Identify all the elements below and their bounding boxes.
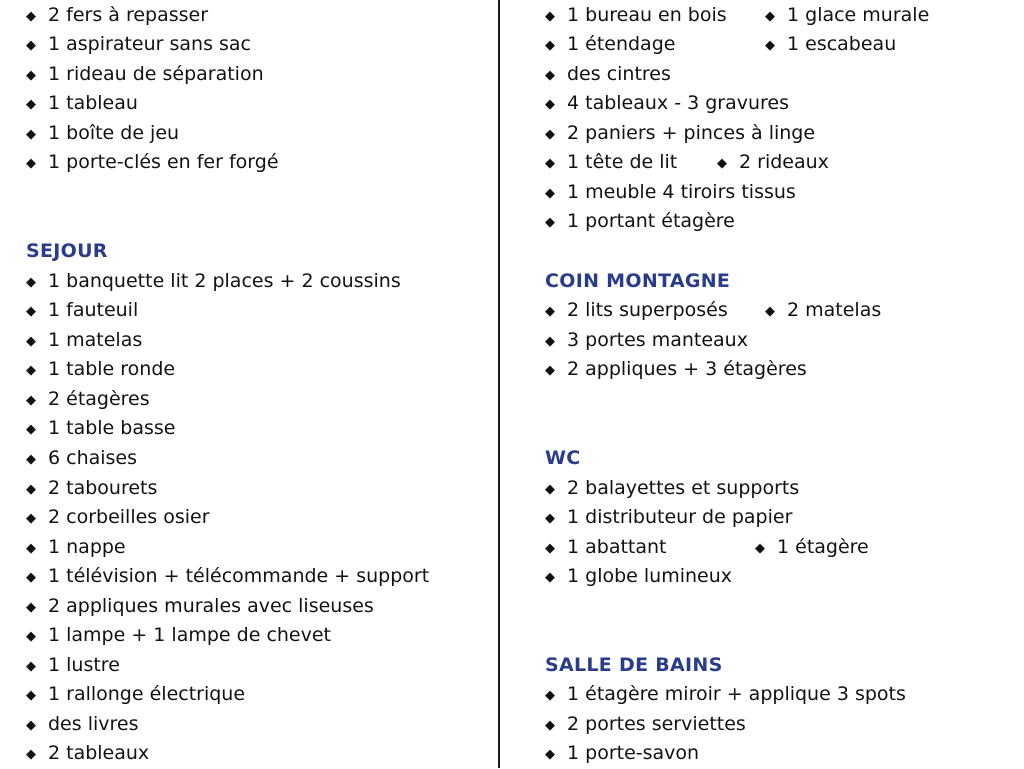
- list-item: ◆ 1 étendage ◆ 1 escabeau: [545, 30, 896, 59]
- bullet-icon: ◆: [26, 570, 36, 585]
- bullet-icon: ◆: [545, 511, 555, 526]
- bullet-icon: ◆: [26, 422, 36, 437]
- bullet-icon: ◆: [545, 68, 555, 83]
- list-item: ◆ 2 fers à repasser: [26, 1, 208, 30]
- bullet-icon: ◆: [26, 304, 36, 319]
- bullet-icon: ◆: [545, 570, 555, 585]
- list-item: ◆ 1 boîte de jeu: [26, 119, 179, 148]
- bullet-icon: ◆: [545, 186, 555, 201]
- list-item: ◆ 2 portes serviettes: [545, 710, 746, 739]
- bullet-icon: ◆: [545, 541, 555, 556]
- list-item: ◆ 2 appliques + 3 étagères: [545, 355, 807, 384]
- column-divider: [498, 0, 500, 768]
- list-item: ◆ 1 tableau: [26, 89, 138, 118]
- list-item: ◆ 2 tabourets: [26, 474, 157, 503]
- list-item: ◆ 1 télévision + télécommande + support: [26, 562, 429, 591]
- list-item: ◆ 1 distributeur de papier: [545, 503, 792, 532]
- bullet-icon: ◆: [26, 156, 36, 171]
- bullet-icon: ◆: [26, 275, 36, 290]
- bullet-icon: ◆: [26, 747, 36, 762]
- bullet-icon: ◆: [26, 38, 36, 53]
- list-item: ◆ 1 étagère miroir + applique 3 spots: [545, 680, 906, 709]
- bullet-icon: ◆: [26, 68, 36, 83]
- bullet-icon: ◆: [765, 9, 775, 24]
- list-item: ◆ 1 bureau en bois ◆ 1 glace murale: [545, 1, 929, 30]
- bullet-icon: ◆: [26, 629, 36, 644]
- bullet-icon: ◆: [545, 482, 555, 497]
- bullet-icon: ◆: [26, 718, 36, 733]
- bullet-icon: ◆: [545, 747, 555, 762]
- bullet-icon: ◆: [545, 334, 555, 349]
- list-item: ◆ 2 paniers + pinces à linge: [545, 119, 815, 148]
- list-item: ◆ 4 tableaux - 3 gravures: [545, 89, 789, 118]
- list-item: ◆ 1 lustre: [26, 651, 120, 680]
- bullet-icon: ◆: [26, 452, 36, 467]
- list-item: ◆ 1 aspirateur sans sac: [26, 30, 251, 59]
- list-item: ◆ 1 porte-clés en fer forgé: [26, 148, 279, 177]
- bullet-icon: ◆: [26, 511, 36, 526]
- bullet-icon: ◆: [545, 156, 555, 171]
- list-item: ◆ 1 banquette lit 2 places + 2 coussins: [26, 267, 401, 296]
- bullet-icon: ◆: [26, 127, 36, 142]
- bullet-icon: ◆: [717, 156, 727, 171]
- list-item: ◆ 1 nappe: [26, 533, 126, 562]
- list-item: ◆ 2 lits superposés ◆ 2 matelas: [545, 296, 881, 325]
- list-item: ◆ 3 portes manteaux: [545, 326, 748, 355]
- bullet-icon: ◆: [545, 9, 555, 24]
- list-item: ◆ 1 porte-savon: [545, 739, 699, 768]
- bullet-icon: ◆: [545, 688, 555, 703]
- list-item: ◆ 1 abattant ◆ 1 étagère: [545, 533, 869, 562]
- bullet-icon: ◆: [26, 659, 36, 674]
- bullet-icon: ◆: [26, 600, 36, 615]
- section-heading-coin-montagne: COIN MONTAGNE: [545, 270, 731, 292]
- list-item: ◆ 2 tableaux: [26, 739, 149, 768]
- list-item: ◆ 1 table ronde: [26, 355, 175, 384]
- bullet-icon: ◆: [26, 688, 36, 703]
- section-heading-sejour: SEJOUR: [26, 240, 108, 262]
- bullet-icon: ◆: [545, 363, 555, 378]
- list-item: ◆ 1 tête de lit ◆ 2 rideaux: [545, 148, 829, 177]
- list-item: ◆ 1 matelas: [26, 326, 142, 355]
- list-item: ◆ 1 lampe + 1 lampe de chevet: [26, 621, 331, 650]
- list-item: ◆ 1 globe lumineux: [545, 562, 732, 591]
- bullet-icon: ◆: [765, 38, 775, 53]
- bullet-icon: ◆: [26, 334, 36, 349]
- list-item: ◆ 1 rideau de séparation: [26, 60, 264, 89]
- bullet-icon: ◆: [545, 718, 555, 733]
- list-item: ◆ 2 balayettes et supports: [545, 474, 799, 503]
- bullet-icon: ◆: [26, 363, 36, 378]
- bullet-icon: ◆: [26, 9, 36, 24]
- list-item: ◆ 6 chaises: [26, 444, 137, 473]
- list-item: ◆ 1 table basse: [26, 414, 175, 443]
- bullet-icon: ◆: [26, 541, 36, 556]
- list-item: ◆ 1 meuble 4 tiroirs tissus: [545, 178, 796, 207]
- section-heading-salle-de-bains: SALLE DE BAINS: [545, 654, 723, 676]
- list-item: ◆ 1 portant étagère: [545, 207, 735, 236]
- list-item: ◆ des livres: [26, 710, 138, 739]
- bullet-icon: ◆: [545, 304, 555, 319]
- bullet-icon: ◆: [545, 97, 555, 112]
- bullet-icon: ◆: [26, 393, 36, 408]
- bullet-icon: ◆: [755, 541, 765, 556]
- list-item: ◆ 1 fauteuil: [26, 296, 138, 325]
- bullet-icon: ◆: [545, 215, 555, 230]
- section-heading-wc: WC: [545, 447, 581, 469]
- bullet-icon: ◆: [545, 38, 555, 53]
- list-item: ◆ 2 étagères: [26, 385, 150, 414]
- list-item: ◆ 1 rallonge électrique: [26, 680, 245, 709]
- bullet-icon: ◆: [26, 482, 36, 497]
- bullet-icon: ◆: [26, 97, 36, 112]
- bullet-icon: ◆: [545, 127, 555, 142]
- list-item: ◆ 2 corbeilles osier: [26, 503, 210, 532]
- list-item: ◆ des cintres: [545, 60, 671, 89]
- list-item: ◆ 2 appliques murales avec liseuses: [26, 592, 374, 621]
- bullet-icon: ◆: [765, 304, 775, 319]
